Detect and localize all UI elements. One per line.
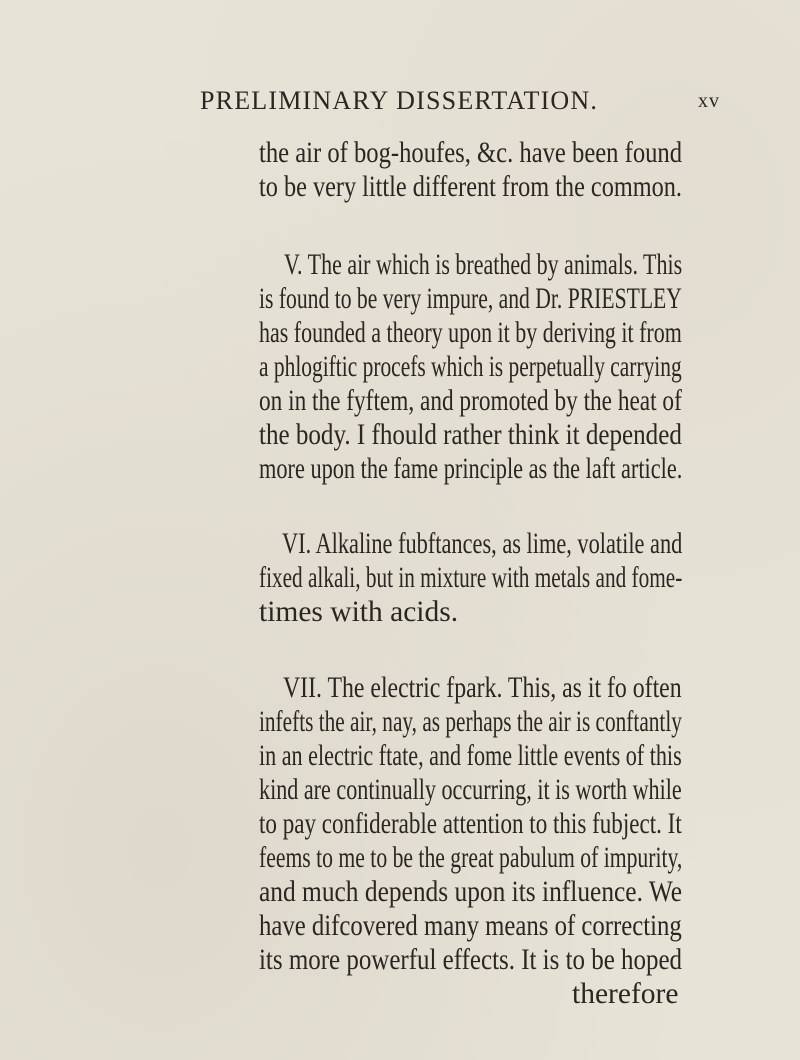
text-line: its more powerful effects. It is to be hoped (259, 944, 683, 976)
text-line: VII. The electric fpark. This, as it fo often (283, 672, 682, 704)
text-line: is found to be very impure, and Dr. PRIESTLEY (259, 283, 682, 315)
text-line: VI. Alkaline fubftances, as lime, volatile and (282, 528, 683, 560)
text-line: times with acids. (259, 596, 459, 628)
running-title: PRELIMINARY DISSERTATION. (200, 86, 599, 115)
text-line: feems to me to be the great pabulum of impurity, (259, 842, 683, 874)
text-line: to pay confiderable attention to this fubject. It (259, 808, 682, 840)
text-line: have difcovered many means of correcting (259, 910, 682, 942)
catchword: therefore (572, 978, 679, 1010)
text-line: fixed alkali, but in mixture with metals and fome- (259, 562, 683, 594)
text-line: has founded a theory upon it by deriving it from (259, 317, 682, 349)
text-line: more upon the fame principle as the laft article. (259, 453, 683, 485)
text-line: kind are continually occurring, it is worth while (259, 774, 682, 806)
text-line: the air of bog-houfes, &c. have been found (259, 137, 683, 169)
text-line: to be very little different from the common. (259, 171, 682, 203)
text-line: the body. I fhould rather think it depended (259, 419, 682, 451)
text-line: on in the fyftem, and promoted by the heat of (259, 385, 682, 417)
text-line: V. The air which is breathed by animals. This (284, 249, 683, 281)
text-line: and much depends upon its influence. We (259, 876, 683, 908)
text-line: infefts the air, nay, as perhaps the air is conftantly (259, 706, 682, 738)
text-line: in an electric ftate, and fome little events of this (259, 740, 682, 772)
text-line: a phlogiftic procefs which is perpetually carrying (259, 351, 682, 383)
page-number: xv (698, 90, 720, 112)
running-head (200, 86, 720, 120)
